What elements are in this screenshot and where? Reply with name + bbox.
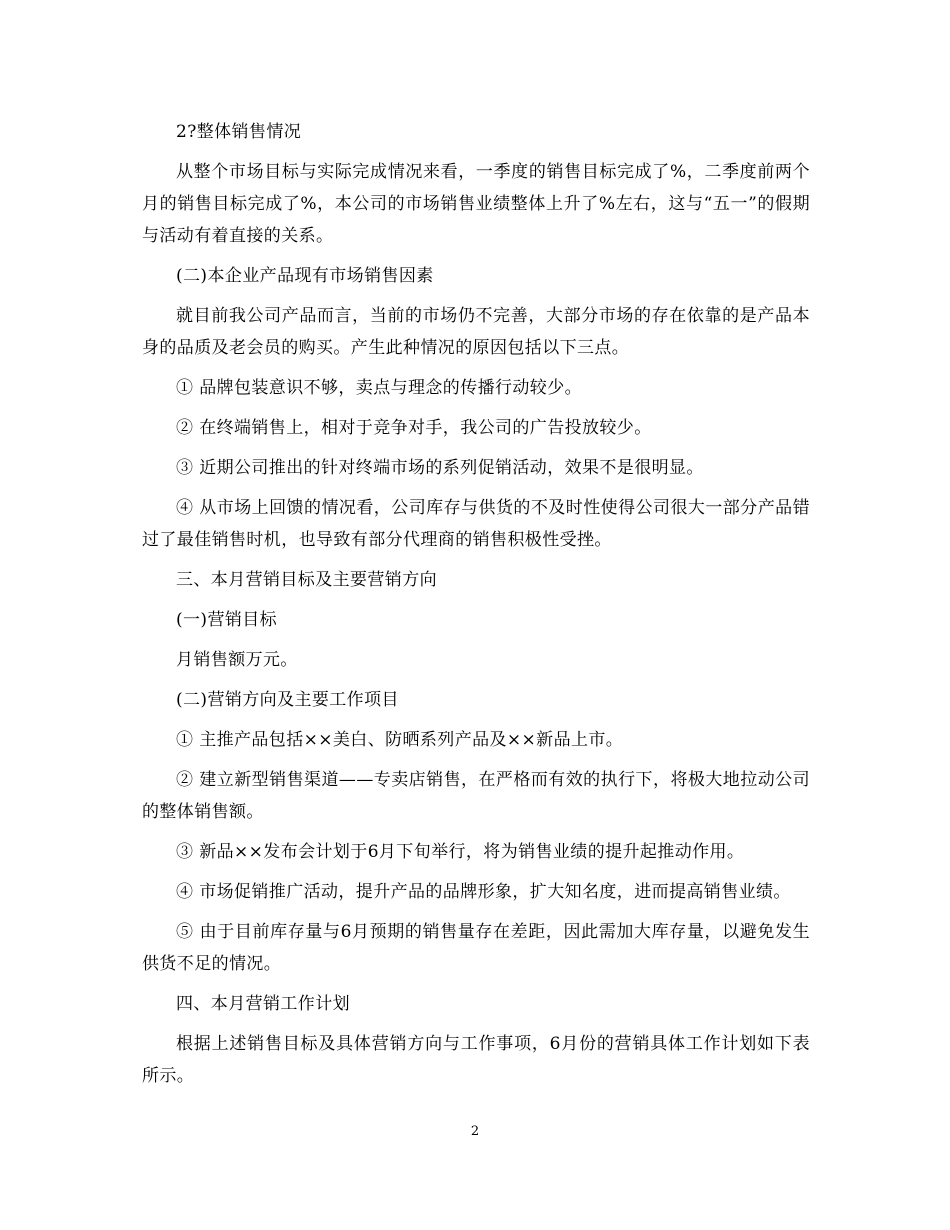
paragraph-work-plan: 根据上述销售目标及具体营销方向与工作事项，6月份的营销具体工作计划如下表所示。	[142, 1034, 810, 1086]
heading-overall-sales: 2?整体销售情况	[176, 122, 302, 142]
document-body	[142, 116, 810, 1100]
heading-monthly-targets: 三、本月营销目标及主要营销方向	[176, 570, 437, 590]
heading-marketing-target: (一)营销目标	[176, 610, 278, 630]
list-item-reason-3: ③ 近期公司推出的针对终端市场的系列促销活动，效果不是很明显。	[176, 458, 704, 478]
list-item-direction-3: ③ 新品××发布会计划于6月下旬举行，将为销售业绩的提升起推动作用。	[176, 842, 745, 862]
paragraph-sales-completion: 从整个市场目标与实际完成情况来看，一季度的销售目标完成了%，二季度前两个月的销售目标完成了%，本公司的市场销售业绩整体上升了%左右，这与“五一”的假期与活动有着直接的关系。	[142, 162, 810, 246]
list-item-direction-1: ① 主推产品包括××美白、防晒系列产品及××新品上市。	[176, 730, 624, 750]
heading-market-factors: (二)本企业产品现有市场销售因素	[176, 266, 434, 286]
paragraph-monthly-sales: 月销售额万元。	[176, 650, 298, 670]
list-item-reason-2: ② 在终端销售上，相对于竞争对手，我公司的广告投放较少。	[176, 418, 652, 438]
page-number: 2	[470, 1124, 480, 1139]
list-item-direction-4: ④ 市场促销推广活动，提升产品的品牌形象，扩大知名度，进而提高销售业绩。	[176, 882, 791, 902]
list-item-direction-2: ② 建立新型销售渠道——专卖店销售，在严格而有效的执行下，将极大地拉动公司的整体销售额。	[142, 770, 810, 822]
list-item-reason-1: ① 品牌包装意识不够，卖点与理念的传播行动较少。	[176, 378, 583, 398]
list-item-direction-5: ⑤ 由于目前库存量与6月预期的销售量存在差距，因此需加大库存量，以避免发生供货不足的情况。	[142, 922, 810, 974]
heading-marketing-direction: (二)营销方向及主要工作项目	[176, 690, 399, 710]
list-item-reason-4: ④ 从市场上回馈的情况看，公司库存与供货的不及时性使得公司很大一部分产品错过了最佳销售时机，也导致有部分代理商的销售积极性受挫。	[142, 498, 810, 550]
heading-work-plan: 四、本月营销工作计划	[176, 994, 350, 1014]
paragraph-market-status: 就目前我公司产品而言，当前的市场仍不完善，大部分市场的存在依靠的是产品本身的品质及老会员的购买。产生此种情况的原因包括以下三点。	[142, 306, 810, 358]
